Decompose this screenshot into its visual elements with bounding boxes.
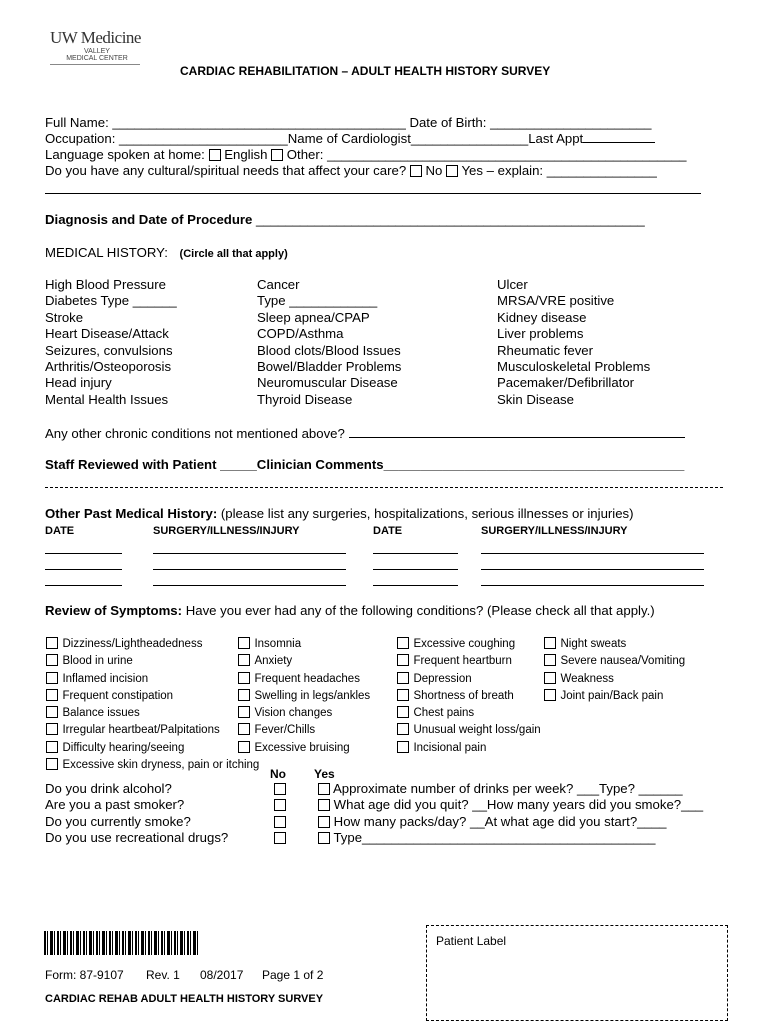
symptoms-heading <box>45 603 655 618</box>
symptom-item[interactable] <box>238 687 370 704</box>
page-number: Page 1 of 2 <box>262 968 324 982</box>
history-line[interactable] <box>481 569 704 570</box>
logo-underline <box>50 64 140 65</box>
symptom-checkbox[interactable] <box>397 672 409 684</box>
habits-no-checkboxes <box>274 781 286 847</box>
history-line[interactable] <box>373 569 458 570</box>
habits-no-header: No <box>270 767 286 781</box>
habit-yes-checkbox[interactable] <box>318 799 330 811</box>
symptom-label: Swelling in legs/ankles <box>254 689 371 702</box>
page-title: CARDIAC REHABILITATION – ADULT HEALTH HISTORY SURVEY <box>180 64 551 78</box>
symptom-label: Depression <box>413 672 472 685</box>
chronic-line <box>349 425 685 438</box>
symptom-checkbox[interactable] <box>397 689 409 701</box>
symptom-item[interactable] <box>46 704 259 721</box>
symptom-item[interactable] <box>397 687 541 704</box>
symptom-checkbox[interactable] <box>46 723 58 735</box>
chronic-row[interactable] <box>45 425 685 441</box>
symptom-checkbox[interactable] <box>238 672 250 684</box>
habit-no-checkbox[interactable] <box>274 816 286 828</box>
symptom-label: Chest pains <box>413 707 475 720</box>
symptom-checkbox[interactable] <box>544 654 556 666</box>
habit-followup[interactable] <box>318 797 703 813</box>
symptoms-col4 <box>544 635 685 704</box>
form-revision: Rev. 1 <box>146 968 180 982</box>
symptom-item[interactable] <box>397 652 541 669</box>
comments-line <box>45 487 723 488</box>
form-number: Form: 87-9107 <box>45 968 124 982</box>
logo-brand: UW Medicine <box>50 28 141 47</box>
logo <box>50 28 140 65</box>
symptom-item[interactable] <box>46 739 259 756</box>
symptom-checkbox[interactable] <box>46 741 58 753</box>
symptom-item[interactable] <box>397 721 541 738</box>
symptom-checkbox[interactable] <box>544 672 556 684</box>
habit-followup-text: Approximate number of drinks per week? ___Type? ______ <box>332 781 683 796</box>
symptom-item[interactable] <box>397 739 541 756</box>
symptom-item[interactable] <box>46 687 259 704</box>
last-appt-line <box>583 131 655 143</box>
symptom-checkbox[interactable] <box>238 706 250 718</box>
symptom-item[interactable] <box>46 670 259 687</box>
medical-history-title: MEDICAL HISTORY: <box>45 245 168 260</box>
history-line[interactable] <box>373 553 458 554</box>
symptoms-question: Have you ever had any of the following conditions? (Please check all that apply.) <box>182 603 655 618</box>
condition-item[interactable]: Mental Health Issues <box>45 391 169 407</box>
symptom-label: Unusual weight loss/gain <box>413 724 541 737</box>
cultural-row <box>45 163 657 178</box>
english-label: English <box>224 147 268 162</box>
condition-item[interactable]: Pacemaker/Defibrillator <box>497 375 635 391</box>
language-row <box>45 147 687 162</box>
symptom-checkbox[interactable] <box>46 758 58 770</box>
condition-item[interactable]: Diabetes Type ______ <box>45 293 177 309</box>
cultural-yes-checkbox[interactable] <box>446 165 458 177</box>
symptom-checkbox[interactable] <box>46 689 58 701</box>
symptom-checkbox[interactable] <box>397 706 409 718</box>
symptom-label: Excessive bruising <box>254 741 350 754</box>
condition-item[interactable]: Stroke <box>45 309 84 325</box>
habit-no-checkbox[interactable] <box>274 783 286 795</box>
habits-questions <box>45 781 228 847</box>
symptom-checkbox[interactable] <box>238 637 250 649</box>
symptom-label: Inflamed incision <box>62 672 149 685</box>
history-line[interactable] <box>373 585 458 586</box>
condition-item[interactable]: Kidney disease <box>497 309 587 325</box>
logo-line1: VALLEY <box>84 48 110 55</box>
history-line[interactable] <box>45 569 122 570</box>
symptom-item[interactable] <box>544 687 685 704</box>
logo-line2: MEDICAL CENTER <box>66 55 128 62</box>
footer-title: CARDIAC REHAB ADULT HEALTH HISTORY SURVEY <box>45 993 324 1005</box>
diagnosis-line: _____________________________________________________ <box>252 212 645 227</box>
habit-question: Are you a past smoker? <box>45 797 185 813</box>
symptom-checkbox[interactable] <box>46 706 58 718</box>
symptom-label: Joint pain/Back pain <box>560 689 664 702</box>
cultural-question: Do you have any cultural/spiritual needs that affect your care? <box>45 163 407 178</box>
symptom-item[interactable] <box>46 756 259 773</box>
symptom-checkbox[interactable] <box>238 689 250 701</box>
condition-item[interactable]: Seizures, convulsions <box>45 342 173 358</box>
conditions-col1 <box>45 277 177 408</box>
symptom-item[interactable] <box>397 635 541 652</box>
symptom-item[interactable] <box>397 704 541 721</box>
language-label: Language spoken at home: <box>45 147 205 162</box>
symptoms-col3 <box>397 635 541 756</box>
condition-item[interactable]: Musculoskeletal Problems <box>497 359 651 375</box>
symptom-label: Insomnia <box>254 638 302 650</box>
condition-item[interactable]: Ulcer <box>497 277 528 292</box>
symptom-item[interactable] <box>238 704 370 721</box>
cultural-no-checkbox[interactable] <box>410 165 422 177</box>
symptom-label: Anxiety <box>254 655 293 668</box>
conditions-col3 <box>497 277 650 408</box>
symptom-label: Irregular heartbeat/Palpitations <box>62 724 220 737</box>
habit-followup-text: How many packs/day? __At what age did you start?____ <box>333 813 667 829</box>
condition-item[interactable]: Neuromuscular Disease <box>257 375 398 391</box>
habit-yes-checkbox[interactable] <box>318 832 330 844</box>
history-line[interactable] <box>153 569 346 570</box>
diagnosis-label: Diagnosis and Date of Procedure <box>45 212 253 227</box>
condition-item[interactable]: Bowel/Bladder Problems <box>257 359 402 375</box>
symptom-item[interactable] <box>238 721 370 738</box>
symptom-checkbox[interactable] <box>238 723 250 735</box>
symptom-item[interactable] <box>544 670 685 687</box>
col-header-surgery-2: SURGERY/ILLNESS/INJURY <box>481 525 628 537</box>
condition-item[interactable]: Liver problems <box>497 326 584 342</box>
symptom-item[interactable] <box>544 652 685 669</box>
staff-reviewed-row[interactable]: Staff Reviewed with Patient _____Clinician Comments_________________________________________ <box>45 457 685 472</box>
symptom-checkbox[interactable] <box>397 723 409 735</box>
patient-label-box <box>426 925 728 1021</box>
symptom-item[interactable] <box>238 739 370 756</box>
chronic-label: Any other chronic conditions not mentioned above? <box>45 426 345 441</box>
habit-followup[interactable] <box>318 830 703 846</box>
symptom-checkbox[interactable] <box>544 637 556 649</box>
patient-label-text: Patient Label <box>436 934 507 948</box>
symptom-checkbox[interactable] <box>46 637 58 649</box>
habit-yes-checkbox[interactable] <box>318 783 330 795</box>
symptom-item[interactable] <box>238 635 370 652</box>
condition-item[interactable]: Sleep apnea/CPAP <box>257 309 370 325</box>
symptom-label: Weakness <box>560 672 614 685</box>
habit-followup[interactable] <box>318 781 703 797</box>
habits-yes-header: Yes <box>314 767 335 781</box>
col-header-surgery-1: SURGERY/ILLNESS/INJURY <box>153 525 300 537</box>
symptom-item[interactable] <box>238 670 370 687</box>
past-history-note: (please list any surgeries, hospitalizations, serious illnesses or injuries) <box>217 506 634 521</box>
barcode-icon <box>44 931 198 955</box>
cultural-explain-field[interactable]: Yes – explain: _______________ <box>461 163 657 178</box>
symptom-label: Balance issues <box>62 707 140 720</box>
habits-followups <box>318 781 703 847</box>
symptom-item[interactable] <box>238 652 370 669</box>
symptom-label: Severe nausea/Vomiting <box>560 655 686 668</box>
history-line[interactable] <box>45 553 122 554</box>
diagnosis-row[interactable] <box>45 212 645 227</box>
symptom-label: Frequent heartburn <box>413 655 512 668</box>
symptom-label: Frequent constipation <box>62 689 174 702</box>
symptom-checkbox[interactable] <box>46 654 58 666</box>
symptom-item[interactable] <box>544 635 685 652</box>
habit-followup[interactable] <box>318 814 703 830</box>
symptom-label: Excessive skin dryness, pain or itching <box>62 759 260 772</box>
habit-question: Do you currently smoke? <box>45 813 191 829</box>
symptom-checkbox[interactable] <box>397 637 409 649</box>
col-header-date-2: DATE <box>373 525 403 537</box>
condition-item[interactable]: COPD/Asthma <box>257 326 344 342</box>
habit-no-checkbox[interactable] <box>274 799 286 811</box>
cultural-no-label: No <box>425 163 443 178</box>
condition-item[interactable]: Cancer <box>257 277 300 292</box>
symptom-label: Incisional pain <box>413 741 487 754</box>
habit-followup-text: Type________________________________________ <box>333 830 656 846</box>
other-language-field[interactable]: Other: _________________________________________________ <box>286 147 687 162</box>
symptom-checkbox[interactable] <box>46 672 58 684</box>
form-date: 08/2017 <box>200 968 244 982</box>
symptom-label: Night sweats <box>560 638 627 650</box>
history-line[interactable] <box>481 553 704 554</box>
symptoms-title: Review of Symptoms: <box>45 603 183 618</box>
symptom-label: Blood in urine <box>62 655 133 668</box>
condition-item[interactable]: MRSA/VRE positive <box>497 293 615 309</box>
habit-no-checkbox[interactable] <box>274 832 286 844</box>
symptom-label: Dizziness/Lightheadedness <box>62 638 203 650</box>
past-history-title: Other Past Medical History: <box>45 506 218 521</box>
past-history-heading <box>45 506 634 521</box>
condition-item[interactable]: Skin Disease <box>497 391 574 407</box>
conditions-col2 <box>257 277 401 408</box>
symptom-checkbox[interactable] <box>397 654 409 666</box>
habit-followup-text: What age did you quit? __How many years did you smoke?___ <box>333 797 704 813</box>
symptom-item[interactable] <box>46 635 259 652</box>
condition-item[interactable]: Head injury <box>45 375 112 391</box>
condition-item[interactable]: Arthritis/Osteoporosis <box>45 359 172 375</box>
condition-item[interactable]: Type ____________ <box>257 293 378 309</box>
full-name-field[interactable]: Full Name: ________________________________________ Date of Birth: ______________________ <box>45 115 652 130</box>
history-line[interactable] <box>153 553 346 554</box>
symptom-checkbox[interactable] <box>397 741 409 753</box>
occupation-field[interactable] <box>45 131 655 146</box>
condition-item[interactable]: Rheumatic fever <box>497 342 594 358</box>
habit-question: Do you drink alcohol? <box>45 781 172 796</box>
symptom-label: Difficulty hearing/seeing <box>62 741 185 754</box>
symptom-checkbox[interactable] <box>238 741 250 753</box>
symptom-checkbox[interactable] <box>238 654 250 666</box>
symptom-label: Shortness of breath <box>413 689 514 702</box>
symptom-label: Excessive coughing <box>413 638 516 650</box>
condition-item[interactable]: Heart Disease/Attack <box>45 326 169 342</box>
symptom-label: Fever/Chills <box>254 724 316 737</box>
history-line[interactable] <box>153 585 346 586</box>
other-language-checkbox[interactable] <box>271 149 283 161</box>
symptom-item[interactable] <box>46 721 259 738</box>
symptoms-col2 <box>238 635 370 756</box>
habit-question: Do you use recreational drugs? <box>45 830 229 846</box>
medical-history-note: (Circle all that apply) <box>179 248 288 260</box>
symptom-checkbox[interactable] <box>544 689 556 701</box>
divider <box>45 193 701 194</box>
condition-item[interactable]: Blood clots/Blood Issues <box>257 342 401 358</box>
col-header-date-1: DATE <box>45 525 75 537</box>
symptom-label: Vision changes <box>254 707 333 720</box>
medical-history-heading <box>45 245 288 260</box>
symptoms-col1 <box>46 635 259 773</box>
symptom-item[interactable] <box>46 652 259 669</box>
condition-item[interactable]: High Blood Pressure <box>45 277 166 292</box>
english-checkbox[interactable] <box>209 149 221 161</box>
symptom-label: Frequent headaches <box>254 672 360 685</box>
symptom-item[interactable] <box>397 670 541 687</box>
history-line[interactable] <box>45 585 122 586</box>
history-line[interactable] <box>481 585 704 586</box>
habit-yes-checkbox[interactable] <box>318 816 330 828</box>
occupation-label: Occupation: _______________________Name of Cardiologist________________Last Appt <box>45 131 584 146</box>
condition-item[interactable]: Thyroid Disease <box>257 391 353 407</box>
